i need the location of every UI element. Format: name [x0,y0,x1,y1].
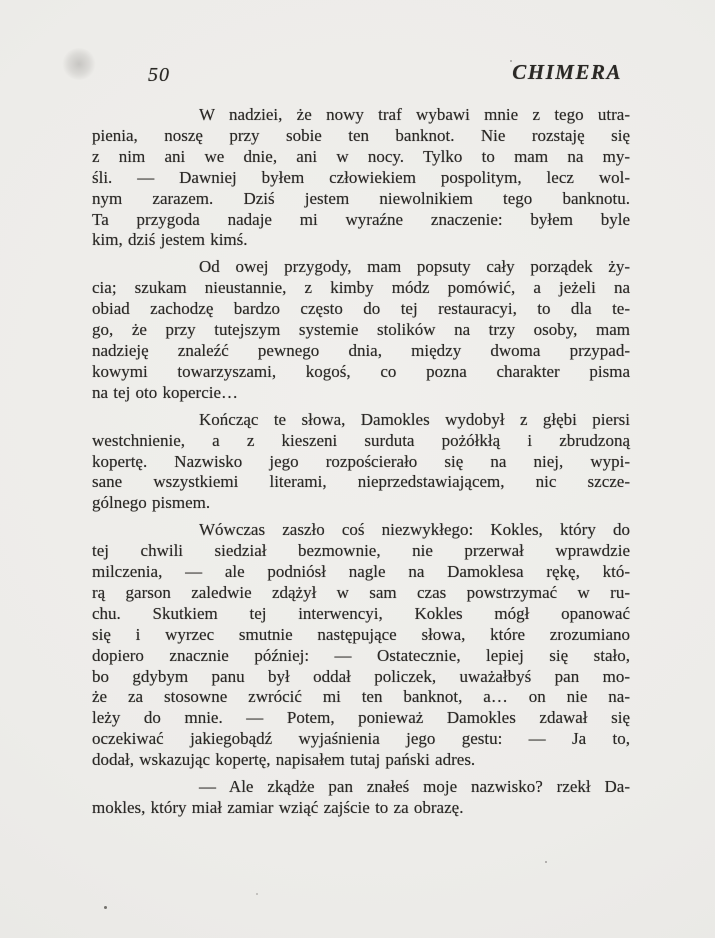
text-line: mokles, który miał zamiar wziąć zajście to za obrazę. [92,798,464,817]
text-line: rą garson zaledwie zdążył w sam czas powstrzymać w ru- [92,582,630,602]
paragraph [92,777,630,819]
paper-speck [256,893,258,895]
text-line: westchnienie, a z kieszeni surduta pożółkłą i zbrudzoną [92,430,630,450]
text-line: go, że przy tutejszym systemie stolików na trzy osoby, mam [92,320,630,340]
text-line: leży do mnie. — Potem, ponieważ Damokles zdawał się [92,708,630,728]
running-title: CHIMERA [512,60,622,84]
text-line: W nadziei, że nowy traf wybawi mnie z tego utra- [199,105,630,124]
paragraph [92,520,630,771]
text-line: Ta przygoda nadaje mi wyraźne znaczenie: byłem byle [92,209,630,229]
text-line: sane wszystkiemi literami, nieprzedstawiającem, nic szcze- [92,472,630,492]
text-line: nym zarazem. Dziś jestem niewolnikiem tego banknotu. [92,188,630,208]
text-line: że za stosowne zwrócić mi ten banknot, a… on nie na- [92,687,630,707]
page-number: 50 [148,64,170,86]
text-line: na tej oto kopercie… [92,382,239,402]
text-block [92,105,630,819]
text-line: z nim ani we dnie, ani w nocy. Tylko to mam na my- [92,146,630,166]
text-line: kopertę. Nazwisko jego rozpościerało się na niej, wypi- [92,451,630,471]
text-line: gólnego pismem. [92,493,211,513]
text-line: obiad zachodzę bardzo często do tej restauracyi, to dla te- [92,299,630,319]
paragraph [92,257,630,403]
text-line: oczekiwać jakiegobądź wyjaśnienia jego gestu: — Ja to, [92,729,630,749]
text-line: pienia, noszę przy sobie ten banknot. Nie rozstaję się [92,125,630,145]
text-line: chu. Skutkiem tej interwencyi, Kokles mógł opanować [92,603,630,623]
text-line: kim, dziś jestem kimś. [92,230,248,250]
paragraph [92,410,630,515]
text-line: Od owej przygody, mam popsuty cały porządek ży- [199,257,630,277]
paper-smudge [62,48,96,80]
text-line: nadzieję znaleźć pewnego dnia, między dwoma przypad- [92,340,630,360]
text-line: dodał, wskazując kopertę, napisałem tutaj pański adres. [92,750,476,770]
text-line: — Ale zkądże pan znałeś moje nazwisko? rzekł Da- [199,777,630,797]
paragraph [92,105,630,251]
text-line: kowymi towarzyszami, kogoś, co pozna charakter pisma [92,361,630,381]
text-line: śli. — Dawniej byłem człowiekiem pospolitym, lecz wol- [92,167,630,187]
text-line: cia; szukam nieustannie, z kimby módz pomówić, a jeżeli na [92,278,630,298]
text-line: milczenia, — ale podniósł nagle na Damoklesa rękę, któ- [92,562,630,582]
paper-speck [545,861,547,863]
running-head [92,60,630,90]
paper-speck [104,906,107,909]
text-line: tej chwili siedział bezmownie, nie przerwał wprawdzie [92,541,630,561]
text-line: się i wyrzec smutnie następujące słowa, które zrozumiano [92,624,630,644]
text-line: Wówczas zaszło coś niezwykłego: Kokles, który do [199,520,630,540]
text-line: dopiero znacznie później: — Ostatecznie, lepiej się stało, [92,645,630,665]
text-line: Kończąc te słowa, Damokles wydobył z głębi piersi [199,409,630,429]
text-line: bo gdybym panu był oddał policzek, uważałbyś pan mo- [92,666,630,686]
